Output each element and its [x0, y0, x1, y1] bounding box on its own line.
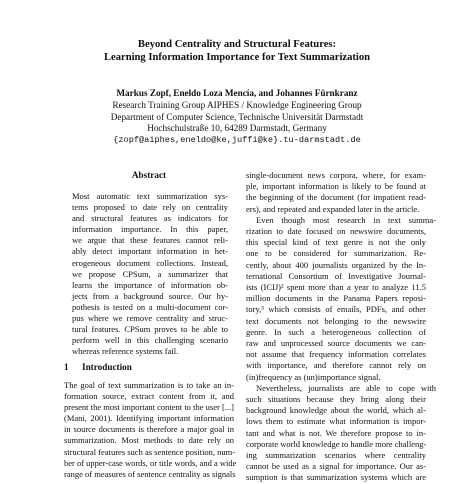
abstract-line: pus where we remove centrality and struc-: [72, 313, 228, 324]
paper-title-line-2: Learning Information Importance for Text Summarization: [103, 52, 371, 63]
affiliation-line-1: Research Training Group AIPHES / Knowledge Engineering Group: [112, 99, 362, 110]
author-block: [0, 88, 474, 147]
body-line: million documents in the Panama Papers reposi-: [246, 293, 426, 304]
body-line: text documents not belonging to the newswire: [246, 315, 426, 326]
body-line: such situations because they bring along their: [246, 394, 426, 405]
abstract-line: erogeneous document collections. Instead,: [72, 257, 228, 268]
abstract-heading: Abstract: [131, 170, 167, 180]
body-line: single-document news corpora, where, for exam-: [246, 170, 426, 180]
abstract-line: perform well in this challenging scenario: [72, 335, 228, 346]
introduction-body: [64, 380, 237, 480]
intro-line: (Mani, 2001). Identifying important information: [64, 413, 234, 424]
body-line: not assume that frequency information correlates: [246, 349, 426, 360]
body-line: one to be considered for summarization. Re-: [246, 248, 426, 259]
intro-line: ber of upper-case words, or title words, and a wide: [64, 457, 237, 468]
abstract-line: Most automatic text summarization sys-: [72, 191, 228, 201]
body-line: ternational Consortium of Investigative Journal-: [246, 270, 426, 281]
abstract-line: we propose CPSum, a summarizer that: [72, 268, 228, 279]
section-heading-introduction: [64, 362, 234, 373]
abstract-line: pothesis is tested on a multi-document cor-: [72, 301, 228, 312]
abstract-body: [72, 191, 228, 357]
author-emails: {zopf@aiphes,eneldo@ke,juffi@ke}.tu-darmstadt.de: [113, 135, 361, 146]
body-line: genre. In such a heterogeneous collection of: [246, 326, 426, 337]
body-line: (in)frequency as (un)importance signal.: [246, 371, 381, 382]
section-number: 1: [64, 362, 69, 372]
abstract-line: tural features. CPSum proves to be able to: [72, 324, 228, 335]
body-line: cently, about 400 journalists organized by the In-: [246, 259, 426, 270]
body-line: tory,³ which consists of emails, PDFs, and other: [246, 304, 426, 315]
intro-line: The goal of text summarization is to take an in-: [64, 380, 234, 390]
abstract-line: tems proposed to date rely on centrality: [72, 202, 228, 213]
affiliation-line-2: Department of Computer Science, Technische Universität Darmstadt: [110, 111, 364, 122]
body-line: tant and what is not. We therefore propose to in-: [246, 427, 426, 438]
body-line: with importance, and therefore cannot rely on: [246, 360, 426, 371]
abstract-line: information importance. In this paper,: [72, 224, 228, 235]
body-line: ers), and repeated and expanded later in the article.: [246, 203, 420, 214]
intro-line: range of measures of sentence centrality as signals: [64, 468, 236, 479]
body-line: sumption is that summarization systems which are: [246, 472, 426, 483]
body-line: Nevertheless, journalists are able to cope with: [256, 382, 436, 393]
intro-line: structural features such as sentence position, num-: [64, 446, 236, 457]
intro-line: in source documents is therefore a major goal in: [64, 424, 234, 435]
right-column: [246, 170, 436, 484]
body-line: lows them to estimate what information is impor-: [246, 416, 426, 427]
abstract-line: we argue that these features cannot reli-: [72, 235, 228, 246]
body-line: background knowledge about the world, which al-: [246, 405, 426, 416]
abstract-line: learns the importance of information ob-: [72, 279, 228, 290]
intro-line: summarization. Most methods to date rely on: [64, 435, 234, 446]
body-line: ing summarization scenarios where centrality: [246, 450, 426, 461]
body-line: the beginning of the document (for impatient read-: [246, 192, 426, 203]
abstract-line: ably detect important information in het-: [72, 246, 228, 257]
intro-line: present the most important content to the user [...]: [64, 402, 234, 413]
paper-title-line-1: Beyond Centrality and Structural Features:: [137, 39, 337, 50]
abstract-line: and structural features as indicators for: [72, 213, 228, 224]
body-line: rization to date focused on newswire documents,: [246, 226, 426, 237]
body-line: Even though most research in text summa-: [256, 214, 436, 225]
body-line: ple, important information is likely to be found at: [246, 181, 426, 192]
body-line: ists (ICIJ)² spent more than a year to analyze 11.5: [246, 282, 426, 293]
abstract-line: whereas reference systems fail.: [72, 346, 179, 357]
body-line: raw and unprocessed source documents we can-: [246, 338, 426, 349]
affiliation-line-3: Hochschulstraße 10, 64289 Darmstadt, Germany: [147, 123, 327, 134]
intro-line: formation source, extract content from it, and: [64, 391, 234, 402]
section-title: Introduction: [82, 362, 132, 372]
body-line: cannot be used as a signal for importance. Our as-: [246, 461, 426, 472]
abstract-line: jects from a background source. Our hy-: [72, 290, 228, 301]
body-line: corporate world knowledge to handle more challeng-: [246, 438, 427, 449]
body-line: this special kind of text genre is not the only: [246, 237, 426, 248]
author-names: Markus Zopf, Eneldo Loza Mencía, and Johannes Fürnkranz: [116, 88, 358, 98]
